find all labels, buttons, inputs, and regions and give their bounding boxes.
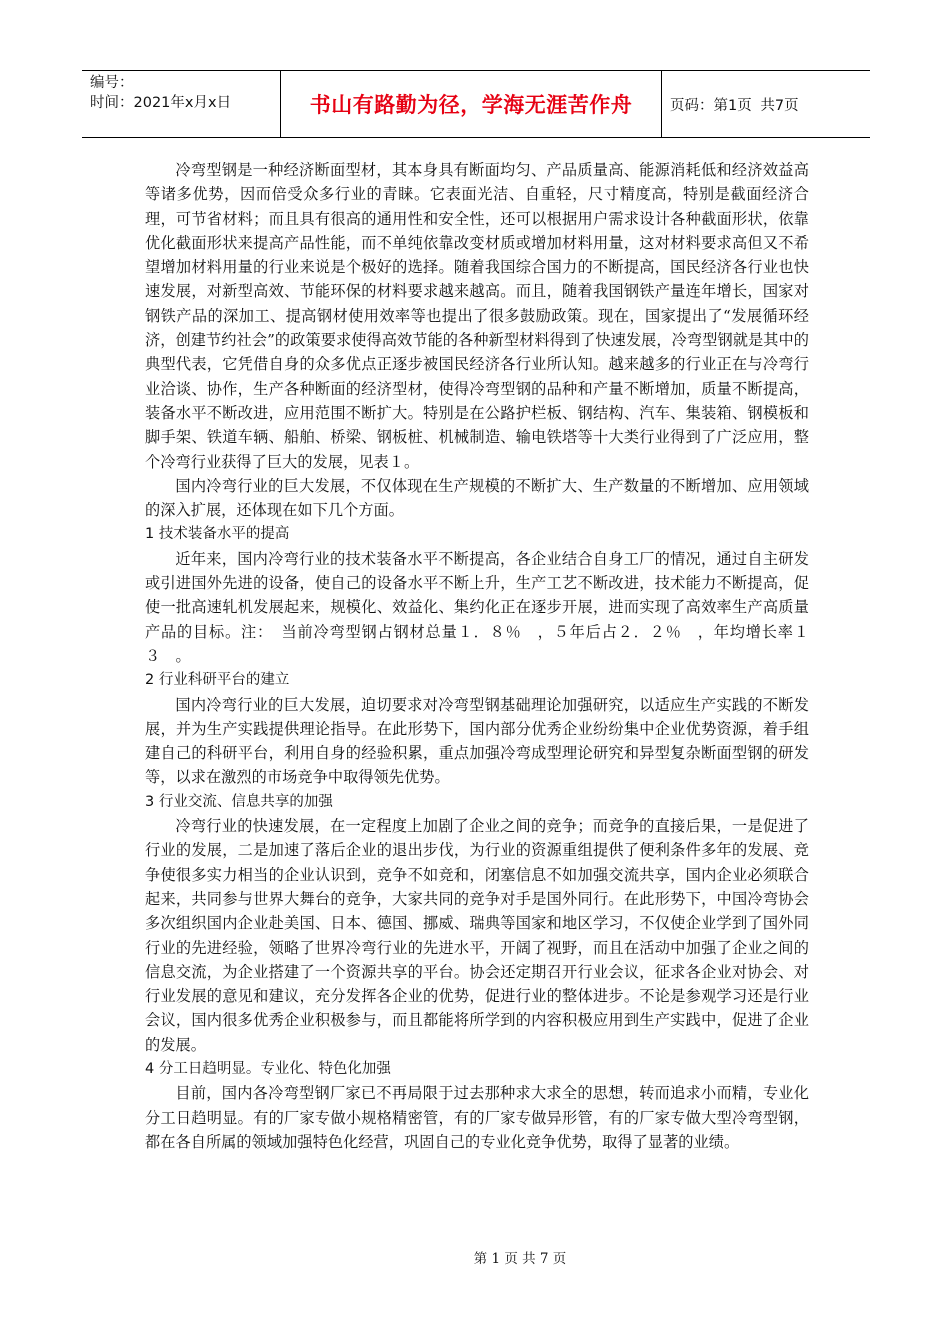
header-page-number: 页码：第1页 [670,97,752,114]
section-heading-3: 3 行业交流、信息共享的加强 [145,793,333,810]
page-header [82,70,870,138]
section-text-4: 目前，国内各冷弯型钢厂家已不再局限于过去那种求大求全的思想，转而追求小而精，专业化分工日趋明显。有的厂家专做小规格精密管，有的厂家专做异形管，有的厂家专做大型冷弯型钢，都在各自所属的领域加强特色化经营，巩固自己的专业化竞争优势，取得了显著的业绩。 [145,1084,809,1151]
section-heading-4: 4 分工日趋明显。专业化、特色化加强 [145,1060,391,1077]
overview-paragraph: 国内冷弯行业的巨大发展，不仅体现在生产规模的不断扩大、生产数量的不断增加、应用领域的深入扩展，还体现在如下几个方面。 [145,476,809,520]
footer-page-label: 第 1 页 共 7 页 [473,1251,567,1267]
document-body [145,158,809,1154]
header-page-info [662,71,870,137]
section-text-3: 冷弯行业的快速发展，在一定程度上加剧了企业之间的竞争；而竞争的直接后果，一是促进了行业的发展，二是加速了落后企业的退出步伐，为行业的资源重组提供了便利条件多年的发展、竞争使很多实力相当的企业认识到，竞争不如竞和，闭塞信息不如加强交流共享，国内企业必须联合起来，共同参与世界大舞台的竞争，大家共同的竞争对手是国外同行。在此形势下，中国冷弯协会多次组织国内企业赴美国、日本、德国、挪威、瑞典等国家和地区学习，不仅使企业学到了国外同行业的先进经验，领略了世界冷弯行业的先进水平，开阔了视野，而且在活动中加强了企业之间的信息交流，为企业搭建了一个资源共享的平台。协会还定期召开行业会议，征求各企业对协会、对行业发展的意见和建议，充分发挥各企业的优势，促进行业的整体进步。不论是参观学习还是行业会议，国内很多优秀企业积极参与，而且都能将所学到的内容积极应用到生产实践中，促进了企业的发展。 [145,817,809,1054]
document-number-label: 编号： [90,75,134,91]
section-heading-2: 2 行业科研平台的建立 [145,672,290,689]
section-heading-1: 1 技术装备水平的提高 [145,526,290,543]
header-meta [82,71,281,137]
header-page-total: 共7页 [760,97,799,114]
section-text-1: 近年来，国内冷弯行业的技术装备水平不断提高，各企业结合自身工厂的情况，通过自主研发或引进国外先进的设备，使自己的设备水平不断上升，生产工艺不断改进，技术能力不断提高，促使一批高速轧机发展起来，规模化、效益化、集约化正在逐步开展，进而实现了高效率生产高质量产品的目标。注： 当前冷弯型钢占钢材总量１．８％ ，５年后占２．２％ ，年均增长率１３ 。 [145,549,809,665]
section-text-2: 国内冷弯行业的巨大发展，迫切要求对冷弯型钢基础理论加强研究，以适应生产实践的不断发展，并为生产实践提供理论指导。在此形势下，国内部分优秀企业纷纷集中企业优势资源，着手组建自己的科研平台，利用自身的经验积累，重点加强冷弯成型理论研究和异型复杂断面型钢的研发等，以求在激烈的市场竞争中取得领先优势。 [145,695,809,787]
document-date-label: 时间：2021年x月x日 [90,95,232,111]
page-footer [0,1247,950,1267]
header-motto-cell [281,71,662,137]
header-motto: 书山有路勤为径，学海无涯苦作舟 [309,93,633,117]
intro-paragraph: 冷弯型钢是一种经济断面型材，其本身具有断面均匀、产品质量高、能源消耗低和经济效益高等诸多优势，因而倍受众多行业的青睐。它表面光洁、自重轻，尺寸精度高，特别是截面经济合理，可节省材料；而且具有很高的通用性和安全性，还可以根据用户需求设计各种截面形状，依靠优化截面形状来提高产品性能，而不单纯依靠改变材质或增加材料用量，这对材料要求高但又不希望增加材料用量的行业来说是个极好的选择。随着我国综合国力的不断提高，国民经济各行业也快速发展，对新型高效、节能环保的材料要求越来越高。而且，随着我国钢铁产量连年增长，国家对钢铁产品的深加工、提高钢材使用效率等也提出了很多鼓励政策。现在，国家提出了“发展循环经济，创建节约社会”的政策要求使得高效节能的各种新型材料得到了快速发展，冷弯型钢就是其中的典型代表，它凭借自身的众多优点正逐步被国民经济各行业所认知。越来越多的行业正在与冷弯行业洽谈、协作，生产各种断面的经济型材，使得冷弯型钢的品种和产量不断增加，质量不断提高，装备水平不断改进，应用范围不断扩大。特别是在公路护栏板、钢结构、汽车、集装箱、钢模板和脚手架、铁道车辆、船舶、桥梁、钢板桩、机械制造、输电铁塔等十大类行业得到了广泛应用，整个冷弯行业获得了巨大的发展，见表１。 [145,161,809,471]
